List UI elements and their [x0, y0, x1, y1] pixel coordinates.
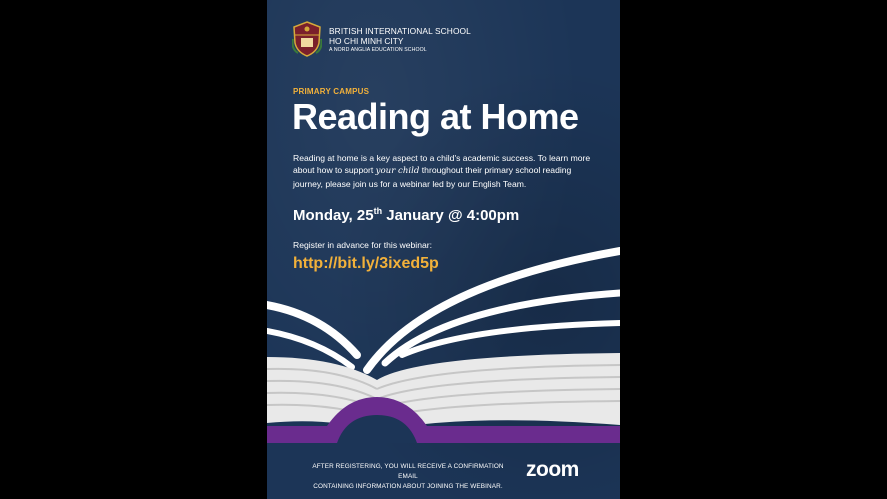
intro-emphasis: your child: [375, 166, 420, 177]
date-day: Monday, 25: [293, 207, 374, 224]
note-line1: AFTER REGISTERING, YOU WILL RECEIVE A CONFIRMATION EMAIL: [312, 463, 504, 480]
register-link[interactable]: http://bit.ly/3ixed5p: [293, 255, 439, 272]
date-rest: January @ 4:00pm: [382, 207, 520, 224]
school-name-line1: BRITISH INTERNATIONAL SCHOOL: [329, 26, 471, 36]
intro-part1: Reading at home is a key aspect to a child's academic success. To learn more about how to support: [293, 153, 591, 176]
school-tagline: A NORD ANGLIA EDUCATION SCHOOL: [329, 47, 427, 53]
school-name: [329, 26, 471, 55]
zoom-logo: zoom: [526, 458, 579, 481]
confirmation-note: [303, 462, 513, 492]
intro-text: [293, 152, 593, 190]
school-name-line2: HO CHI MINH CITY: [329, 36, 404, 46]
date-suffix: th: [373, 206, 383, 216]
note-line2: CONTAINING INFORMATION ABOUT JOINING THE WEBINAR.: [313, 483, 503, 490]
page-title: Reading at Home: [292, 96, 579, 137]
open-book-illustration: [267, 245, 620, 447]
school-crest-icon: [292, 21, 322, 57]
event-date: [293, 206, 519, 224]
intro-part2: throughout their primary school reading journey, please join us for a webinar led by our English Team.: [293, 165, 572, 189]
register-label: Register in advance for this webinar:: [293, 240, 433, 250]
webinar-poster: [267, 0, 620, 499]
campus-label: PRIMARY CAMPUS: [293, 87, 370, 96]
